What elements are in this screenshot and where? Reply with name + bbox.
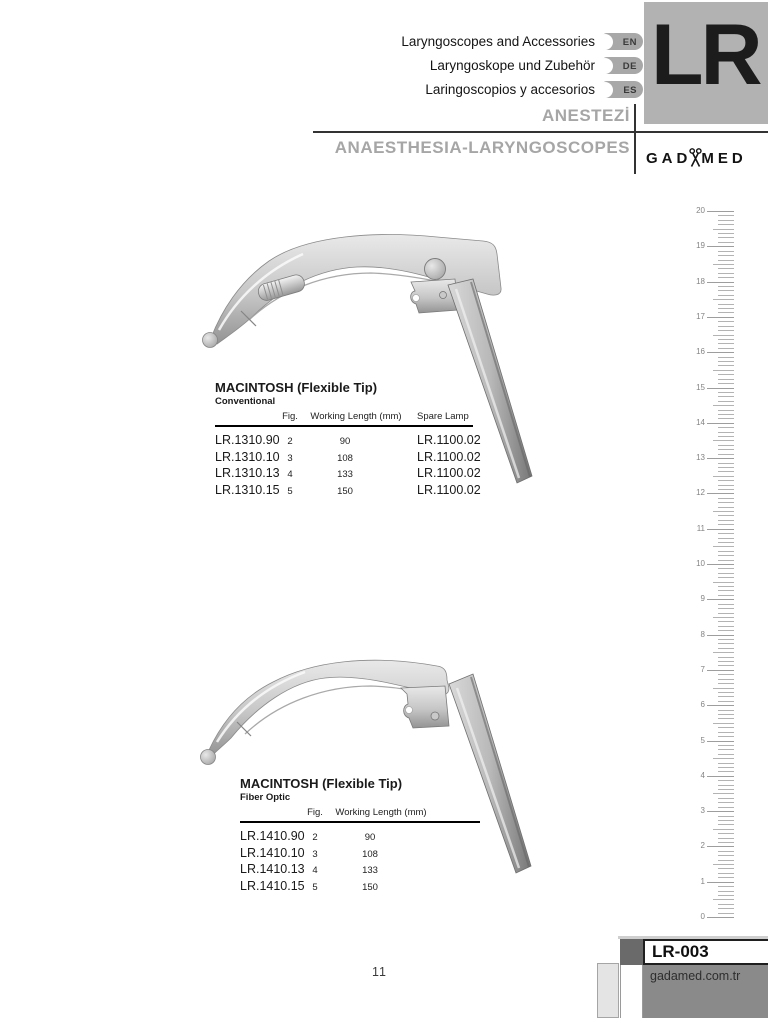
ruler-tick: [718, 361, 734, 362]
ruler-tick: [713, 511, 734, 512]
ruler-tick: [718, 555, 734, 556]
ruler-tick: [718, 515, 734, 516]
language-label: Laryngoskope und Zubehör: [429, 58, 595, 73]
fig-number: 3: [287, 452, 293, 464]
ruler-tick: [718, 665, 734, 666]
ruler-tick: [718, 449, 734, 450]
table-body: [240, 829, 480, 893]
spare-lamp-code: LR.1100.02: [417, 466, 481, 480]
ruler-label: 13: [696, 453, 705, 463]
ruler-tick: [718, 463, 734, 464]
website-url: gadamed.com.tr: [650, 969, 741, 983]
ruler-label: 0: [700, 912, 705, 921]
working-length: 108: [362, 848, 378, 860]
ruler-tick-major: [707, 246, 734, 247]
fig-number: 5: [312, 881, 318, 893]
table-header: [215, 411, 473, 427]
ruler-tick: [718, 304, 734, 305]
ruler-tick: [718, 568, 734, 569]
ruler-tick: [718, 312, 734, 313]
language-row-en: [401, 33, 643, 50]
ruler-tick: [718, 379, 734, 380]
ruler-tick: [718, 308, 734, 309]
ruler-tick: [718, 418, 734, 419]
ruler-tick: [718, 357, 734, 358]
ruler-tick: [713, 617, 734, 618]
table-row: [215, 466, 481, 480]
ruler-tick: [718, 436, 734, 437]
product-code: LR.1410.13: [240, 862, 305, 876]
ruler-tick: [718, 502, 734, 503]
ruler-tick: [718, 613, 734, 614]
ruler-tick: [718, 838, 734, 839]
product-code: LR.1310.10: [215, 449, 280, 464]
table-header: [240, 807, 480, 823]
footer-white-strip: [620, 965, 643, 1018]
ruler-label: 8: [700, 629, 705, 639]
ruler-tick: [718, 480, 734, 481]
ruler-tick: [718, 833, 734, 834]
ruler-tick: [718, 542, 734, 543]
ruler-tick: [718, 445, 734, 446]
ruler-label: 9: [700, 594, 705, 604]
ruler-tick: [718, 718, 734, 719]
ruler-tick: [718, 326, 734, 327]
ruler-tick: [718, 868, 734, 869]
ruler-tick-major: [707, 282, 734, 283]
ruler-tick: [718, 321, 734, 322]
ruler-tick: [713, 440, 734, 441]
ruler-tick: [718, 260, 734, 261]
ruler-tick-major: [707, 493, 734, 494]
table-row: [215, 449, 481, 464]
doc-code-box: [643, 939, 768, 965]
blade-tip-ball: [203, 333, 218, 348]
ruler-label: 11: [696, 523, 705, 533]
ruler-tick: [718, 789, 734, 790]
ruler-tick: [718, 745, 734, 746]
product-code: LR.1310.13: [215, 466, 280, 480]
ruler-tick: [718, 343, 734, 344]
ruler-tick: [718, 383, 734, 384]
ruler-tick: [718, 595, 734, 596]
brand-logo: [646, 148, 747, 168]
product-table-fiber-optic: [240, 776, 480, 895]
ruler-tick-major: [707, 670, 734, 671]
ruler-tick-major: [707, 741, 734, 742]
ruler-tick: [718, 295, 734, 296]
product-code: LR.1410.10: [240, 845, 305, 860]
ruler-tick: [718, 891, 734, 892]
ruler-tick-major: [707, 846, 734, 847]
table-body: [215, 433, 481, 497]
ruler-tick: [718, 754, 734, 755]
ruler-tick: [718, 692, 734, 693]
ruler-tick: [713, 264, 734, 265]
ruler-tick: [718, 604, 734, 605]
column-header-length: Working Length (mm): [310, 411, 402, 422]
ruler-tick: [718, 696, 734, 697]
ruler-label: 20: [696, 206, 705, 215]
ruler-tick-major: [707, 317, 734, 318]
ruler-tick: [718, 767, 734, 768]
language-code: EN: [622, 36, 637, 48]
ruler-tick: [718, 785, 734, 786]
ruler-label: 1: [700, 876, 705, 886]
spare-lamp-code: LR.1100.02: [417, 482, 481, 497]
language-row-es: [425, 81, 643, 98]
language-badge-de: [602, 57, 643, 74]
table-row: [240, 846, 480, 860]
ruler-tick: [718, 886, 734, 887]
ruler-tick-major: [707, 811, 734, 812]
ruler-tick: [718, 855, 734, 856]
ruler-tick: [718, 224, 734, 225]
ruler-tick-major: [707, 211, 734, 212]
ruler-label: 10: [696, 559, 705, 568]
table-title: MACINTOSH (Flexible Tip): [215, 380, 378, 395]
ruler-tick: [718, 714, 734, 715]
fig-number: 3: [312, 848, 318, 860]
ruler-tick-major: [707, 705, 734, 706]
table-row: [240, 829, 480, 843]
table-row: [240, 879, 480, 893]
ruler-tick: [718, 630, 734, 631]
ruler-tick: [718, 277, 734, 278]
ruler-tick-major: [707, 776, 734, 777]
ruler-tick: [718, 877, 734, 878]
ruler-label: 15: [696, 382, 705, 392]
brand-suffix: MED: [701, 149, 747, 167]
ruler-tick: [718, 736, 734, 737]
brand-prefix: GAD: [646, 149, 692, 167]
hinge-screw: [431, 712, 439, 720]
ruler-tick: [718, 683, 734, 684]
working-length: 133: [362, 865, 378, 876]
ruler-tick: [718, 860, 734, 861]
ruler-tick: [713, 688, 734, 689]
ruler-tick-major: [707, 529, 734, 530]
working-length: 150: [337, 485, 353, 497]
ruler-tick: [718, 802, 734, 803]
ruler-label: 7: [700, 664, 705, 674]
ruler-tick-major: [707, 564, 734, 565]
ruler-tick: [718, 551, 734, 552]
ruler-tick-major: [707, 352, 734, 353]
ruler-tick: [718, 873, 734, 874]
language-row-de: [430, 57, 643, 74]
ruler-label: 5: [700, 735, 705, 745]
working-length: 90: [364, 832, 376, 843]
fig-number: 2: [312, 832, 318, 843]
ruler-tick: [713, 829, 734, 830]
ruler-tick: [718, 401, 734, 402]
ruler-tick: [713, 476, 734, 477]
section-title-english: ANAESTHESIA-LARYNGOSCOPES: [334, 138, 630, 157]
ruler-tick: [718, 485, 734, 486]
ruler-tick: [718, 507, 734, 508]
ruler-tick: [713, 582, 734, 583]
ruler-tick: [718, 749, 734, 750]
product-code: LR.1310.15: [215, 482, 280, 497]
ruler-label: 6: [700, 700, 705, 710]
ruler-tick: [718, 268, 734, 269]
ruler-tick: [718, 414, 734, 415]
ruler-tick: [718, 286, 734, 287]
ruler-tick: [713, 758, 734, 759]
working-length: 150: [362, 881, 378, 893]
ruler-tick: [718, 626, 734, 627]
table-subtitle: Fiber Optic: [240, 792, 291, 803]
table-row: [215, 433, 481, 447]
header-horizontal-rule: [313, 131, 768, 133]
working-length: 133: [337, 469, 353, 480]
product-code: LR.1410.15: [240, 878, 305, 893]
ruler-tick: [718, 348, 734, 349]
ruler-tick: [718, 727, 734, 728]
ruler-tick: [718, 330, 734, 331]
ruler-tick: [713, 335, 734, 336]
ruler-tick: [718, 643, 734, 644]
page-number: 11: [372, 965, 387, 979]
fig-number: 4: [312, 865, 318, 876]
ruler-tick: [718, 816, 734, 817]
ruler-tick: [718, 732, 734, 733]
ruler-tick: [713, 723, 734, 724]
spare-lamp-code: LR.1100.02: [417, 449, 481, 464]
ruler-label: 4: [700, 770, 705, 780]
ruler-tick: [713, 299, 734, 300]
ruler-tick: [718, 780, 734, 781]
ruler-tick: [718, 639, 734, 640]
ruler-tick: [718, 233, 734, 234]
language-label: Laringoscopios y accesorios: [425, 82, 595, 97]
language-badge-es: [602, 81, 643, 98]
ruler-tick: [713, 546, 734, 547]
ruler: [692, 206, 734, 925]
ruler-tick: [718, 489, 734, 490]
ruler-tick: [718, 374, 734, 375]
ruler-tick: [718, 339, 734, 340]
ruler-tick-major: [707, 882, 734, 883]
ruler-tick: [718, 392, 734, 393]
ruler-tick: [718, 410, 734, 411]
ruler-tick: [718, 621, 734, 622]
ruler-tick: [718, 242, 734, 243]
category-code: LR: [651, 7, 760, 103]
ruler-tick-major: [707, 917, 734, 918]
ruler-tick: [718, 820, 734, 821]
ruler-tick: [718, 895, 734, 896]
ruler-tick: [718, 771, 734, 772]
ruler-label: 12: [696, 488, 705, 498]
ruler-tick: [718, 251, 734, 252]
website-box: [643, 965, 768, 1018]
ruler-tick: [718, 657, 734, 658]
ruler-tick: [718, 432, 734, 433]
footer-light-box: [597, 963, 619, 1018]
ruler-tick: [718, 824, 734, 825]
hinge-screw: [440, 292, 447, 299]
ruler-tick: [718, 590, 734, 591]
header-vertical-rule: [634, 104, 636, 174]
ruler-tick-major: [707, 635, 734, 636]
ruler-tick: [718, 608, 734, 609]
ruler-tick: [718, 471, 734, 472]
column-header-fig: Fig.: [282, 411, 298, 422]
ruler-tick: [718, 454, 734, 455]
ruler-tick: [713, 864, 734, 865]
ruler-tick: [718, 908, 734, 909]
ruler-tick: [718, 533, 734, 534]
language-label: Laryngoscopes and Accessories: [401, 34, 595, 49]
spare-lamp-code: LR.1100.02: [417, 433, 481, 447]
ruler-tick: [718, 710, 734, 711]
language-code: ES: [623, 84, 637, 96]
ruler-tick: [718, 573, 734, 574]
fig-number: 5: [287, 485, 293, 497]
ruler-tick-major: [707, 388, 734, 389]
language-code: DE: [622, 60, 637, 72]
ruler-tick: [718, 674, 734, 675]
ruler-tick: [718, 290, 734, 291]
ruler-tick: [718, 273, 734, 274]
ruler-tick: [718, 467, 734, 468]
ruler-tick-major: [707, 458, 734, 459]
fig-number: 2: [287, 436, 293, 447]
ruler-tick: [718, 701, 734, 702]
ruler-tick-major: [707, 423, 734, 424]
ruler-tick: [718, 427, 734, 428]
ruler-tick: [718, 538, 734, 539]
ruler-tick: [713, 370, 734, 371]
ruler-tick: [718, 807, 734, 808]
ruler-label: 17: [696, 311, 705, 321]
table-title: MACINTOSH (Flexible Tip): [240, 776, 403, 791]
product-table-conventional: [215, 380, 481, 499]
ruler-tick: [718, 913, 734, 914]
ruler-tick: [718, 851, 734, 852]
ruler-tick: [718, 798, 734, 799]
ruler-label: 16: [696, 347, 705, 357]
ruler-tick: [713, 229, 734, 230]
ruler-tick: [718, 520, 734, 521]
ruler-tick: [718, 215, 734, 216]
category-code-box: [644, 2, 768, 124]
ruler-tick: [718, 255, 734, 256]
table-row: [240, 862, 480, 876]
table-subtitle: Conventional: [215, 396, 276, 407]
ruler-tick: [718, 396, 734, 397]
ruler-tick: [718, 524, 734, 525]
language-header: [401, 33, 643, 98]
working-length: 90: [339, 436, 351, 447]
column-header-length: Working Length (mm): [335, 807, 427, 818]
ruler-tick: [713, 899, 734, 900]
footer-dark-square: [620, 939, 643, 965]
ruler-tick: [718, 560, 734, 561]
table-row: [215, 482, 481, 497]
ruler-tick: [718, 661, 734, 662]
column-header-lamp: Spare Lamp: [417, 411, 469, 422]
ruler-tick: [718, 365, 734, 366]
ruler-tick: [718, 586, 734, 587]
ruler-label: 19: [696, 241, 705, 251]
working-length: 108: [337, 452, 353, 464]
ruler-tick: [718, 498, 734, 499]
section-title-turkish: ANESTEZİ: [541, 106, 630, 125]
ruler-label: 18: [696, 276, 705, 286]
product-code: LR.1410.90: [240, 829, 305, 843]
ruler-label: 3: [700, 806, 705, 816]
ruler-tick: [718, 237, 734, 238]
ruler-tick: [718, 904, 734, 905]
doc-code: LR-003: [652, 942, 709, 961]
ruler-label: 14: [696, 417, 705, 427]
ruler-tick: [713, 793, 734, 794]
ruler-tick: [718, 220, 734, 221]
ruler-tick: [718, 577, 734, 578]
ruler-tick: [713, 652, 734, 653]
ruler-label: 2: [700, 841, 705, 851]
ruler-tick: [718, 648, 734, 649]
ruler-tick: [713, 405, 734, 406]
language-badge-en: [602, 33, 643, 50]
fig-number: 4: [287, 469, 293, 480]
ruler-tick: [718, 842, 734, 843]
hinge-knob: [425, 259, 446, 280]
ruler-tick-major: [707, 599, 734, 600]
ruler-tick: [718, 679, 734, 680]
column-header-fig: Fig.: [307, 807, 323, 818]
ruler-tick: [718, 763, 734, 764]
product-code: LR.1310.90: [215, 433, 280, 447]
blade-tip-ball: [201, 750, 216, 765]
